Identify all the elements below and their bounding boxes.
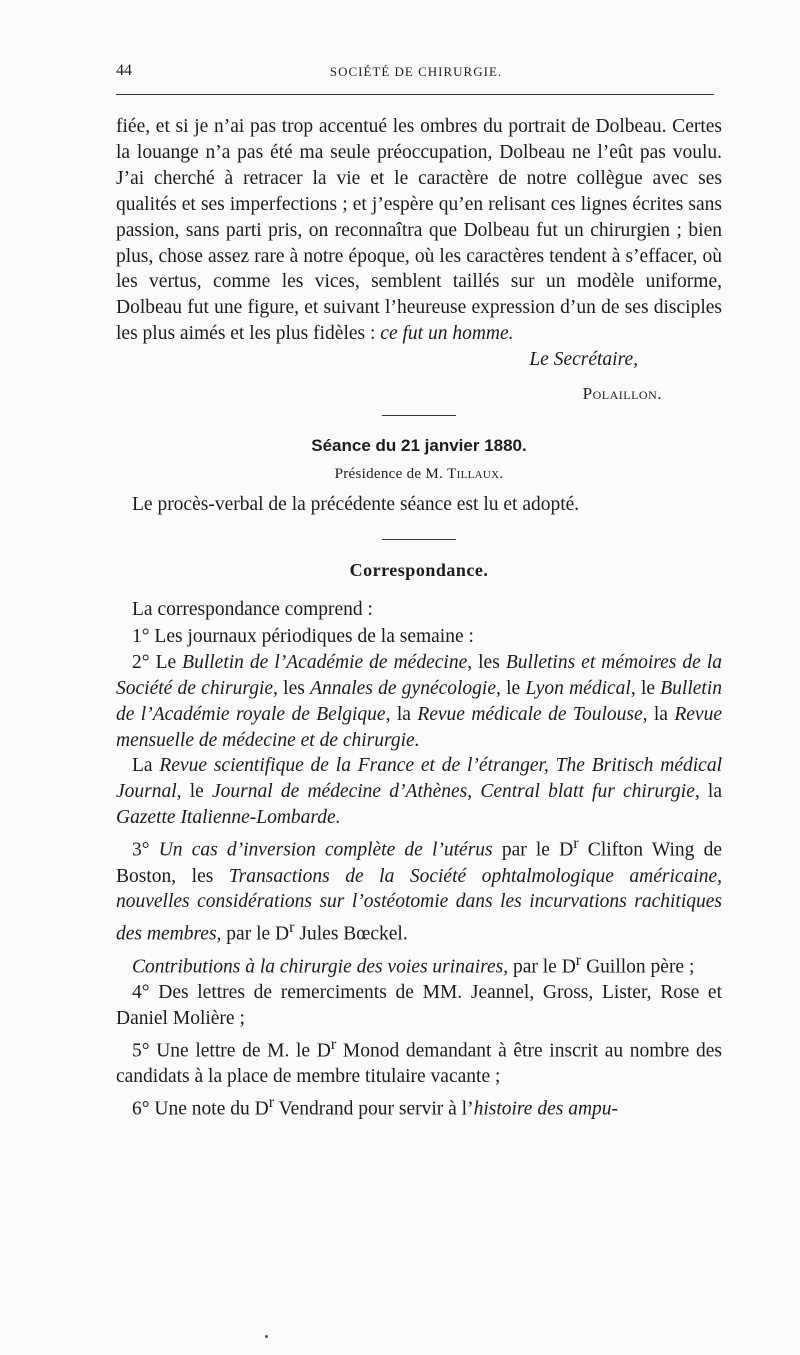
correspondance-item-5 [116, 1032, 722, 1090]
session-presidence [116, 466, 722, 483]
work-title: Contributions à la chirurgie des voies urinaires, [132, 956, 509, 978]
correspondance-intro: La correspondance comprend : [132, 598, 373, 620]
correspondance-item-6 [116, 1090, 722, 1122]
signature-name: Polaillon. [582, 384, 662, 404]
presidence-name: Tillaux. [447, 466, 504, 483]
session-title: Séance du 21 janvier 1880. [311, 436, 527, 456]
obituary-paragraph [116, 114, 722, 347]
superscript: r [268, 1093, 275, 1112]
text: par le D [508, 956, 576, 978]
text: 6° Une note du D [132, 1098, 269, 1120]
text: , le [630, 677, 661, 699]
correspondance-item-1: 1° Les journaux périodiques de la semaine : [132, 625, 474, 647]
journal-title: Bulletin de l’Académie de médecine [182, 651, 468, 673]
superscript: r [289, 918, 295, 937]
journal-title: Lyon médical [525, 677, 631, 699]
text: , le [496, 677, 526, 699]
text: par le D [492, 839, 574, 861]
text: Clifton Wing de Boston, les [116, 839, 722, 887]
correspondance-item-2 [116, 650, 722, 754]
superscript: r [573, 834, 579, 853]
text: Vendrand pour servir à l’ [274, 1098, 474, 1120]
work-title: histoire des ampu- [473, 1098, 619, 1120]
page-number: 44 [116, 62, 132, 79]
text: Jules Bœckel. [294, 923, 408, 945]
superscript: r [575, 950, 582, 969]
text: le [181, 781, 213, 803]
journal-title: Revue scientifique de la France et de l’étranger, The Britisch médical Journal, [116, 755, 722, 803]
journal-title: Annales de gynécologie [310, 677, 496, 699]
text: , les [467, 651, 506, 673]
section-divider [382, 415, 456, 416]
journal-title: Gazette Italienne-Lombarde. [116, 807, 341, 829]
text: La [132, 755, 160, 777]
text: , la [642, 703, 675, 725]
page-body [116, 114, 722, 1123]
session-minutes: Le procès-verbal de la précédente séance est lu et adopté. [132, 494, 580, 516]
journal-title: Bulletin de l’Académie royale de Belgique [116, 677, 723, 725]
text: par le D [221, 923, 290, 945]
text: Guillon père ; [581, 956, 695, 978]
text: , la [385, 703, 418, 725]
correspondance-item-2b [116, 753, 722, 831]
obituary-text: fiée, et si je n’ai pas trop accentué les ombres du portrait de Dolbeau. Certes la louange n’a pas été ma seule préoccupation, Dolbeau ne l’eût pas voulu. J’ai cherché à retracer la vie et le caractère de notre collègue avec ses qualités et ses imperfections ; et j’espère qu’en relisant ces lignes écrites sans passion, sans parti pris, on reconnaîtra que Dolbeau fut un chirurgien ; bien plus, chose assez rare à notre époque, où les caractères tendent à s’effacer, où les vertus, comme les vices, semblent taillés sur un modèle uniforme, Dolbeau fut une figure, et suivant l’heureuse expression d’un de ses disciples les plus aimés et les plus fidèles : [116, 116, 722, 345]
journal-title: Revue médicale de Toulouse [417, 703, 643, 725]
correspondance-item-3b [116, 948, 722, 980]
signature-title: Le Secrétaire, [529, 349, 638, 371]
text: la [699, 781, 723, 803]
section-divider-2 [382, 539, 456, 540]
running-title: SOCIÉTÉ DE CHIRURGIE. [329, 64, 503, 79]
correspondance-item-3 [116, 831, 722, 948]
running-header [116, 62, 716, 84]
text: Monod demandant à être inscrit au nombre des candidats à la place de membre titulaire vacante ; [116, 1040, 722, 1088]
text: 5° Une lettre de M. le D [132, 1040, 331, 1062]
obituary-closing: ce fut un homme. [380, 323, 514, 345]
header-rule [116, 94, 714, 95]
journal-title: Bulletins et mémoires de la Société de chirurgie [116, 651, 722, 699]
paper-speck [265, 1335, 268, 1338]
superscript: r [330, 1034, 337, 1053]
text: 2° Le [132, 651, 183, 673]
journal-title: Revue mensuelle de médecine et de chirurgie. [116, 703, 722, 751]
text: , les [273, 677, 311, 699]
journal-title: Journal de médecine d’Athènes, Central blatt fur chirurgie, [212, 781, 700, 803]
text: 3° [132, 839, 159, 861]
work-title: Un cas d’inversion complète de l’utérus [158, 839, 493, 861]
correspondance-heading: Correspondance. [349, 559, 489, 580]
work-title: Transactions de la Société ophtalmologique américaine, nouvelles considérations sur l’ostéotomie dans les incurvations rachitiques des membres, [116, 865, 722, 945]
correspondance-item-4: 4° Des lettres de remerciments de MM. Jeannel, Gross, Lister, Rose et Daniel Molière ; [116, 982, 722, 1030]
presidence-prefix: Présidence de M. [334, 466, 444, 483]
